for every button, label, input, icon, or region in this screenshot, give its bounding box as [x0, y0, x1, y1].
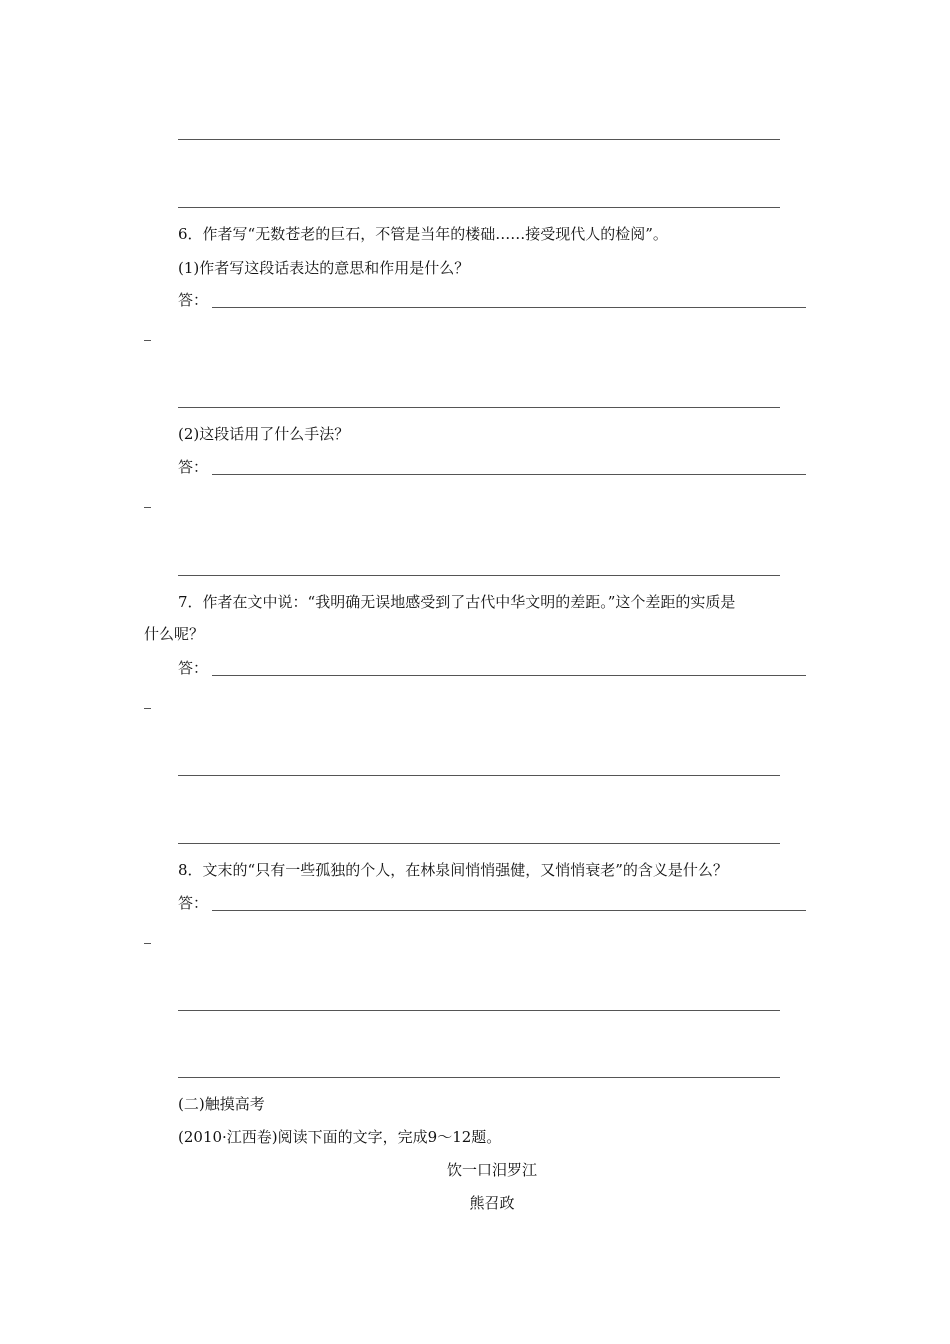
line-continuation-mark: [144, 340, 151, 341]
answer-line: [212, 910, 806, 911]
question-7-stem-line-2: 什么呢？: [144, 625, 205, 643]
answer-line[interactable]: [178, 843, 780, 844]
answer-line[interactable]: [178, 1010, 780, 1011]
line-continuation-mark: [144, 708, 151, 709]
question-7-stem-line-1: 7．作者在文中说：“我明确无误地感受到了古代中华文明的差距。”这个差距的实质是: [178, 593, 736, 611]
answer-label: 答：: [178, 458, 209, 476]
answer-field[interactable]: [178, 658, 806, 678]
answer-line: [212, 307, 806, 308]
line-continuation-mark: [144, 507, 151, 508]
answer-label: 答：: [178, 659, 209, 677]
answer-field[interactable]: [178, 893, 806, 913]
line-continuation-mark: [144, 943, 151, 944]
answer-line[interactable]: [178, 407, 780, 408]
article-author: 熊召政: [469, 1194, 515, 1212]
question-6-sub-1: (1)作者写这段话表达的意思和作用是什么？: [178, 259, 470, 277]
article-title: 饮一口汨罗江: [446, 1161, 537, 1179]
answer-line: [212, 675, 806, 676]
answer-field[interactable]: [178, 457, 806, 477]
answer-line[interactable]: [178, 139, 780, 140]
answer-line[interactable]: [178, 575, 780, 576]
answer-label: 答：: [178, 894, 209, 912]
question-6-sub-2: (2)这段话用了什么手法？: [178, 425, 350, 443]
section-heading: (二)触摸高考: [178, 1095, 265, 1113]
answer-label: 答：: [178, 291, 209, 309]
question-8-stem: 8．文末的“只有一些孤独的个人，在林泉间悄悄强健，又悄悄衰老”的含义是什么？: [178, 861, 728, 879]
answer-field[interactable]: [178, 290, 806, 310]
question-6-stem: 6．作者写“无数苍老的巨石，不管是当年的楼础……接受现代人的检阅”。: [178, 225, 668, 243]
answer-line[interactable]: [178, 1077, 780, 1078]
section-instruction: (2010·江西卷)阅读下面的文字，完成9～12题。: [178, 1128, 502, 1146]
answer-line: [212, 474, 806, 475]
answer-line[interactable]: [178, 775, 780, 776]
answer-line[interactable]: [178, 207, 780, 208]
